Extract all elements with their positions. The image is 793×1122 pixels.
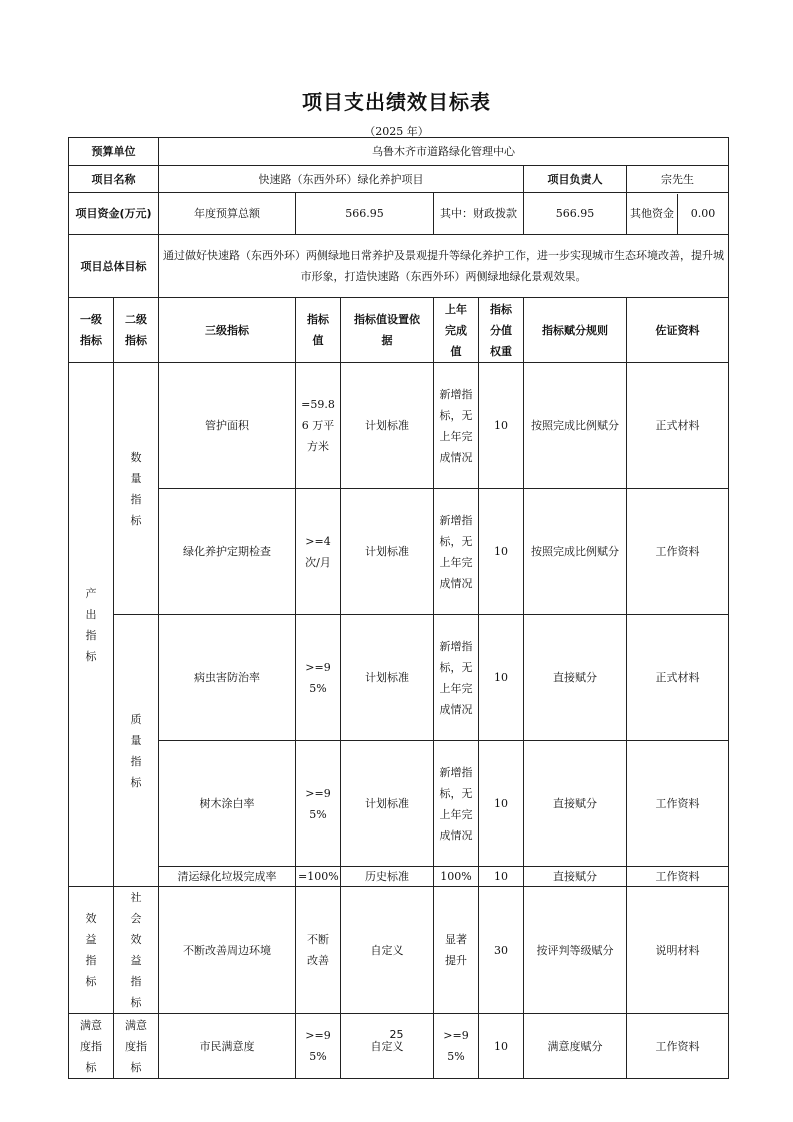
indicator-prev: 显著提升 — [434, 887, 479, 1014]
indicator-rule: 满意度赋分 — [524, 1014, 627, 1079]
col-header: 指标值设置依据 — [341, 298, 434, 363]
col-header: 佐证资料 — [627, 298, 729, 363]
indicator-name: 不断改善周边环境 — [159, 887, 296, 1014]
project-name-label: 项目名称 — [69, 166, 159, 193]
level2-satisfaction: 满意度指标 — [114, 1014, 159, 1079]
indicator-weight: 10 — [479, 867, 524, 887]
col-header: 指标赋分规则 — [524, 298, 627, 363]
indicator-prev: 100% — [434, 867, 479, 887]
indicator-name: 清运绿化垃圾完成率 — [159, 867, 296, 887]
table-row — [69, 615, 729, 741]
page-number: 25 — [389, 1028, 404, 1041]
performance-table — [68, 137, 729, 1079]
indicator-prev: 新增指标，无上年完成情况 — [434, 741, 479, 867]
indicator-basis: 计划标准 — [341, 741, 434, 867]
unit-value: 乌鲁木齐市道路绿化管理中心 — [159, 138, 729, 166]
document-year: （2025 年） — [364, 125, 429, 138]
indicator-value: =100% — [296, 867, 341, 887]
indicator-value: >=4 次/月 — [296, 489, 341, 615]
unit-row — [69, 138, 729, 166]
indicator-value: =59.86 万平方米 — [296, 363, 341, 489]
indicator-name: 市民满意度 — [159, 1014, 296, 1079]
fund-row — [69, 193, 729, 235]
indicator-rule: 按照完成比例赋分 — [524, 489, 627, 615]
fiscal-value: 566.95 — [524, 193, 627, 235]
fund-label: 项目资金(万元) — [69, 193, 159, 235]
other-funds — [627, 193, 729, 235]
level2-quality: 质量指标 — [114, 615, 159, 887]
indicator-rule: 直接赋分 — [524, 615, 627, 741]
indicator-prev: 新增指标，无上年完成情况 — [434, 615, 479, 741]
indicator-value: >=95% — [296, 615, 341, 741]
table-row — [69, 363, 729, 489]
indicator-basis: 计划标准 — [341, 615, 434, 741]
indicator-evidence: 工作资料 — [627, 867, 729, 887]
indicator-basis: 自定义 — [341, 887, 434, 1014]
indicator-name: 绿化养护定期检查 — [159, 489, 296, 615]
indicator-basis: 自定义 — [341, 1014, 434, 1079]
unit-label: 预算单位 — [69, 138, 159, 166]
indicator-weight: 10 — [479, 363, 524, 489]
indicator-evidence: 说明材料 — [627, 887, 729, 1014]
level2-social: 社会效益指标 — [114, 887, 159, 1014]
indicator-name: 树木涂白率 — [159, 741, 296, 867]
indicator-name: 管护面积 — [159, 363, 296, 489]
indicator-basis: 计划标准 — [341, 489, 434, 615]
col-header: 三级指标 — [159, 298, 296, 363]
project-name-row — [69, 166, 729, 193]
table-row — [69, 867, 729, 887]
col-header: 一级指标 — [69, 298, 114, 363]
indicator-weight: 10 — [479, 1014, 524, 1079]
fiscal-label: 其中：财政拨款 — [434, 193, 524, 235]
indicator-evidence: 工作资料 — [627, 489, 729, 615]
indicator-prev: >=95% — [434, 1014, 479, 1079]
level1-satisfaction: 满意度指标 — [69, 1014, 114, 1079]
header-row — [69, 298, 729, 363]
table-row — [69, 1014, 729, 1079]
other-funds-value: 0.00 — [690, 207, 716, 220]
col-header: 上年完成值 — [434, 298, 479, 363]
level2-quantity: 数量指标 — [114, 363, 159, 615]
indicator-rule: 直接赋分 — [524, 867, 627, 887]
indicator-prev: 新增指标，无上年完成情况 — [434, 363, 479, 489]
indicator-evidence: 工作资料 — [627, 741, 729, 867]
col-header: 二级指标 — [114, 298, 159, 363]
indicator-value: >=95% — [296, 1014, 341, 1079]
indicator-rule: 按评判等级赋分 — [524, 887, 627, 1014]
indicator-value: >=95% — [296, 741, 341, 867]
project-name-value: 快速路（东西外环）绿化养护项目 — [159, 166, 524, 193]
table-row — [69, 741, 729, 867]
indicator-rule: 直接赋分 — [524, 741, 627, 867]
level1-output: 产出指标 — [69, 363, 114, 887]
indicator-rule: 按照完成比例赋分 — [524, 363, 627, 489]
indicator-evidence: 正式材料 — [627, 363, 729, 489]
goal-label: 项目总体目标 — [69, 235, 159, 298]
indicator-name: 病虫害防治率 — [159, 615, 296, 741]
owner-value: 宗先生 — [627, 166, 729, 193]
table-row — [69, 489, 729, 615]
indicator-value: 不断改善 — [296, 887, 341, 1014]
annual-budget-value: 566.95 — [296, 193, 434, 235]
indicator-weight: 10 — [479, 741, 524, 867]
indicator-weight: 10 — [479, 489, 524, 615]
col-header: 指标分值权重 — [479, 298, 524, 363]
indicator-evidence: 正式材料 — [627, 615, 729, 741]
indicator-weight: 10 — [479, 615, 524, 741]
indicator-prev: 新增指标，无上年完成情况 — [434, 489, 479, 615]
other-funds-label: 其他资金 — [630, 207, 674, 220]
annual-budget-label: 年度预算总额 — [159, 193, 296, 235]
goal-text: 通过做好快速路（东西外环）两侧绿地日常养护及景观提升等绿化养护工作，进一步实现城市生态环境改善，提升城市形象，打造快速路（东西外环）两侧绿地绿化景观效果。 — [159, 235, 729, 298]
owner-label: 项目负责人 — [524, 166, 627, 193]
col-header: 指标值 — [296, 298, 341, 363]
table-row — [69, 887, 729, 1014]
document-title: 项目支出绩效目标表 — [302, 90, 491, 114]
indicator-basis: 历史标准 — [341, 867, 434, 887]
indicator-evidence: 工作资料 — [627, 1014, 729, 1079]
goal-row — [69, 235, 729, 298]
level1-benefit: 效益指标 — [69, 887, 114, 1014]
indicator-weight: 30 — [479, 887, 524, 1014]
indicator-basis: 计划标准 — [341, 363, 434, 489]
